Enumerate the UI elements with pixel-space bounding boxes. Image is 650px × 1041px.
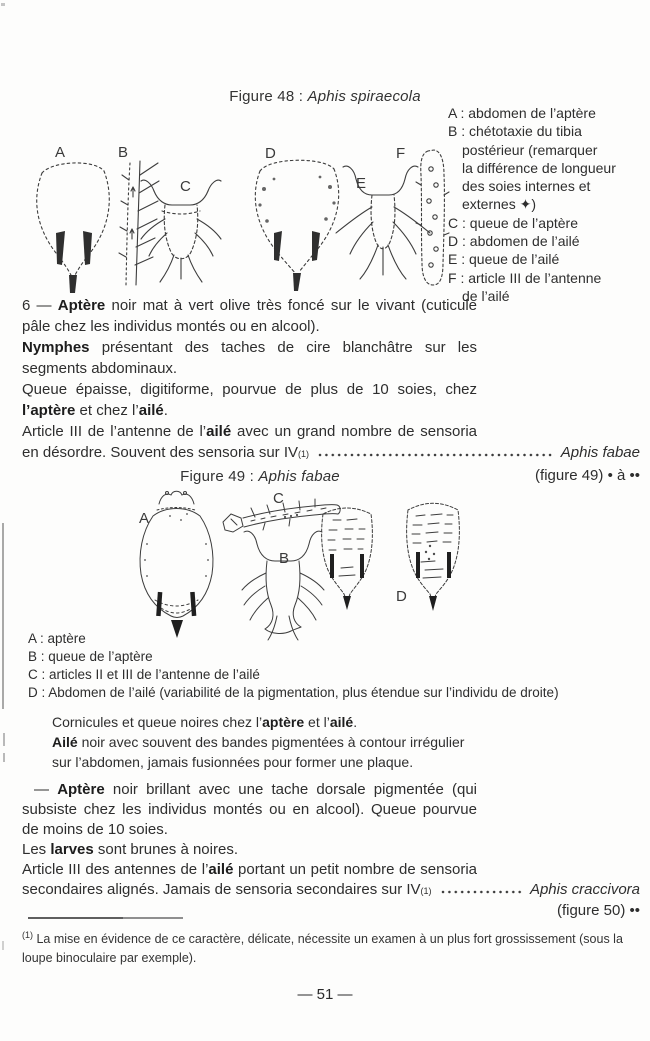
legend-line: F : article III de l’antenne — [448, 269, 602, 286]
figure48-panel-label-e: E — [356, 175, 367, 192]
dotted-leader — [318, 453, 555, 457]
text-line: de moins de 10 soies. — [22, 821, 168, 838]
legend-line: externes ✦) — [462, 196, 536, 213]
figure48-panel-label-f: F — [396, 145, 406, 162]
text-line: Queue épaisse, digitiforme, pourvue de plus de 10 soies, chez — [22, 381, 477, 398]
fig48-panel-c-cauda-aptere — [141, 180, 221, 282]
key-entry-alternate — [22, 780, 640, 921]
species-leader-line: secondaires alignés. Jamais de sensoria secondaires sur IV (1) Aphis craccivora — [22, 881, 640, 898]
fig49-panel-a-aptere-body — [140, 491, 213, 617]
figure49-panel-label-d: D — [396, 588, 407, 605]
legend-line: C : articles II et III de l’antenne de l’ailé — [28, 667, 260, 682]
figure48-legend — [448, 104, 648, 305]
scan-margin-dash — [3, 733, 5, 746]
legend-line: B : queue de l’aptère — [28, 649, 153, 664]
fig48-panel-d-abdomen-aile — [255, 160, 338, 273]
legend-line: postérieur (remarquer — [462, 141, 598, 158]
figure-reference: (figure 49) • à •• — [535, 467, 640, 484]
figure48-illustration — [12, 135, 452, 305]
legend-line: D : abdomen de l’ailé — [448, 233, 580, 250]
figure49-panel-label-a: A — [139, 510, 150, 527]
fig48-panel-d-patches — [258, 176, 335, 223]
figure49-caption-prefix: Figure 49 : — [180, 468, 259, 485]
figure48-panel-label-c: C — [180, 178, 191, 195]
legend-line: D : Abdomen de l’ailé (variabilité de la pigmentation, plus étendue sur l’individu de droite) — [28, 685, 559, 700]
scan-speck — [1, 3, 5, 6]
fig49-panel-d-abdomen-right — [407, 503, 460, 611]
text-line: Article III des antennes de l’ailé portant un petit nombre de sensoria — [22, 861, 477, 878]
scan-margin-dash — [3, 753, 5, 762]
figure48-line-art — [12, 135, 452, 305]
text-line: 6 — Aptère noir mat à vert olive très foncé sur le vivant (cuticule — [22, 297, 477, 314]
text-line: segments abdominaux. — [22, 360, 178, 377]
page-number: — 51 — — [297, 986, 353, 1003]
figure48-caption-prefix: Figure 48 : — [229, 88, 308, 105]
figure49-caption — [0, 468, 520, 485]
scan-margin-dash — [2, 941, 4, 950]
figure49-illustration — [95, 488, 480, 643]
figure49-caption-species: Aphis fabae — [258, 468, 340, 485]
species-leader-line: en désordre. Souvent des sensoria sur IV (1) Aphis fabae — [22, 444, 640, 461]
fig48-panel-b-tibia — [119, 161, 159, 285]
fig48-panel-a-abdomen-aptere — [37, 163, 110, 277]
text-line: — Aptère noir brillant avec une tache dorsale pigmentée (qui — [34, 781, 478, 798]
dotted-leader — [441, 890, 524, 894]
species-note-block — [52, 712, 482, 772]
legend-line: A : abdomen de l’aptère — [448, 105, 596, 121]
legend-line: de l’ailé — [462, 287, 510, 304]
legend-line: des soies internes et — [462, 178, 591, 195]
figure49-panel-label-c: C — [273, 490, 284, 507]
legend-line: A : aptère — [28, 631, 86, 646]
fig48-panel-f-antenna-segment — [416, 150, 449, 285]
text-line: Article III de l’antenne de l’ailé avec un grand nombre de sensoria — [22, 423, 477, 440]
legend-line: E : queue de l’ailé — [448, 251, 560, 268]
figure-reference: (figure 50) •• — [556, 902, 640, 919]
fig48-panel-d-cornicles — [274, 231, 320, 291]
text-line: subsiste chez les individus montés ou en alcool). Queue pourvue — [22, 801, 477, 818]
figure48-caption-species: Aphis spiraecola — [307, 88, 421, 105]
figure48-panel-label-d: D — [265, 145, 276, 162]
text-line: Cornicules et queue noires chez l’aptère et l’ailé. — [52, 714, 358, 730]
text-line: Les larves sont brunes à noires. — [22, 841, 238, 858]
figure48-panel-label-b: B — [118, 144, 129, 161]
legend-line: la différence de longueur — [462, 159, 616, 176]
legend-line: C : queue de l’aptère — [448, 214, 578, 231]
fig49-panel-b-cauda — [242, 531, 324, 640]
figure48-panel-label-a: A — [55, 144, 66, 161]
key-entry-6 — [22, 295, 640, 486]
text-line: Nymphes présentant des taches de cire blanchâtre sur les — [22, 339, 477, 356]
text-line: Ailé noir avec souvent des bandes pigmentées à contour irrégulier — [52, 734, 465, 750]
fig48-panel-a-cornicles — [56, 231, 92, 293]
footnote-rule — [28, 917, 183, 919]
figure49-panel-label-b: B — [279, 550, 290, 567]
scan-margin-line — [2, 523, 4, 709]
legend-line: B : chétotaxie du tibia — [448, 123, 582, 140]
text-line: l’aptère et chez l’ailé. — [22, 402, 168, 419]
figure49-legend — [28, 630, 646, 702]
text-line: sur l’abdomen, jamais fusionnées pour former une plaque. — [52, 754, 414, 770]
fig49-panel-d-abdomen-left — [322, 508, 373, 610]
figure48-caption — [0, 88, 650, 105]
footnote-text: $^{(1)}$ La mise en évidence de ce caractère, délicate, nécessite un examen à un plus fort grossissement (sous la loupe binoculaire par exemple). — [22, 930, 623, 965]
text-line: pâle chez les individus montés ou en alcool). — [22, 318, 320, 335]
